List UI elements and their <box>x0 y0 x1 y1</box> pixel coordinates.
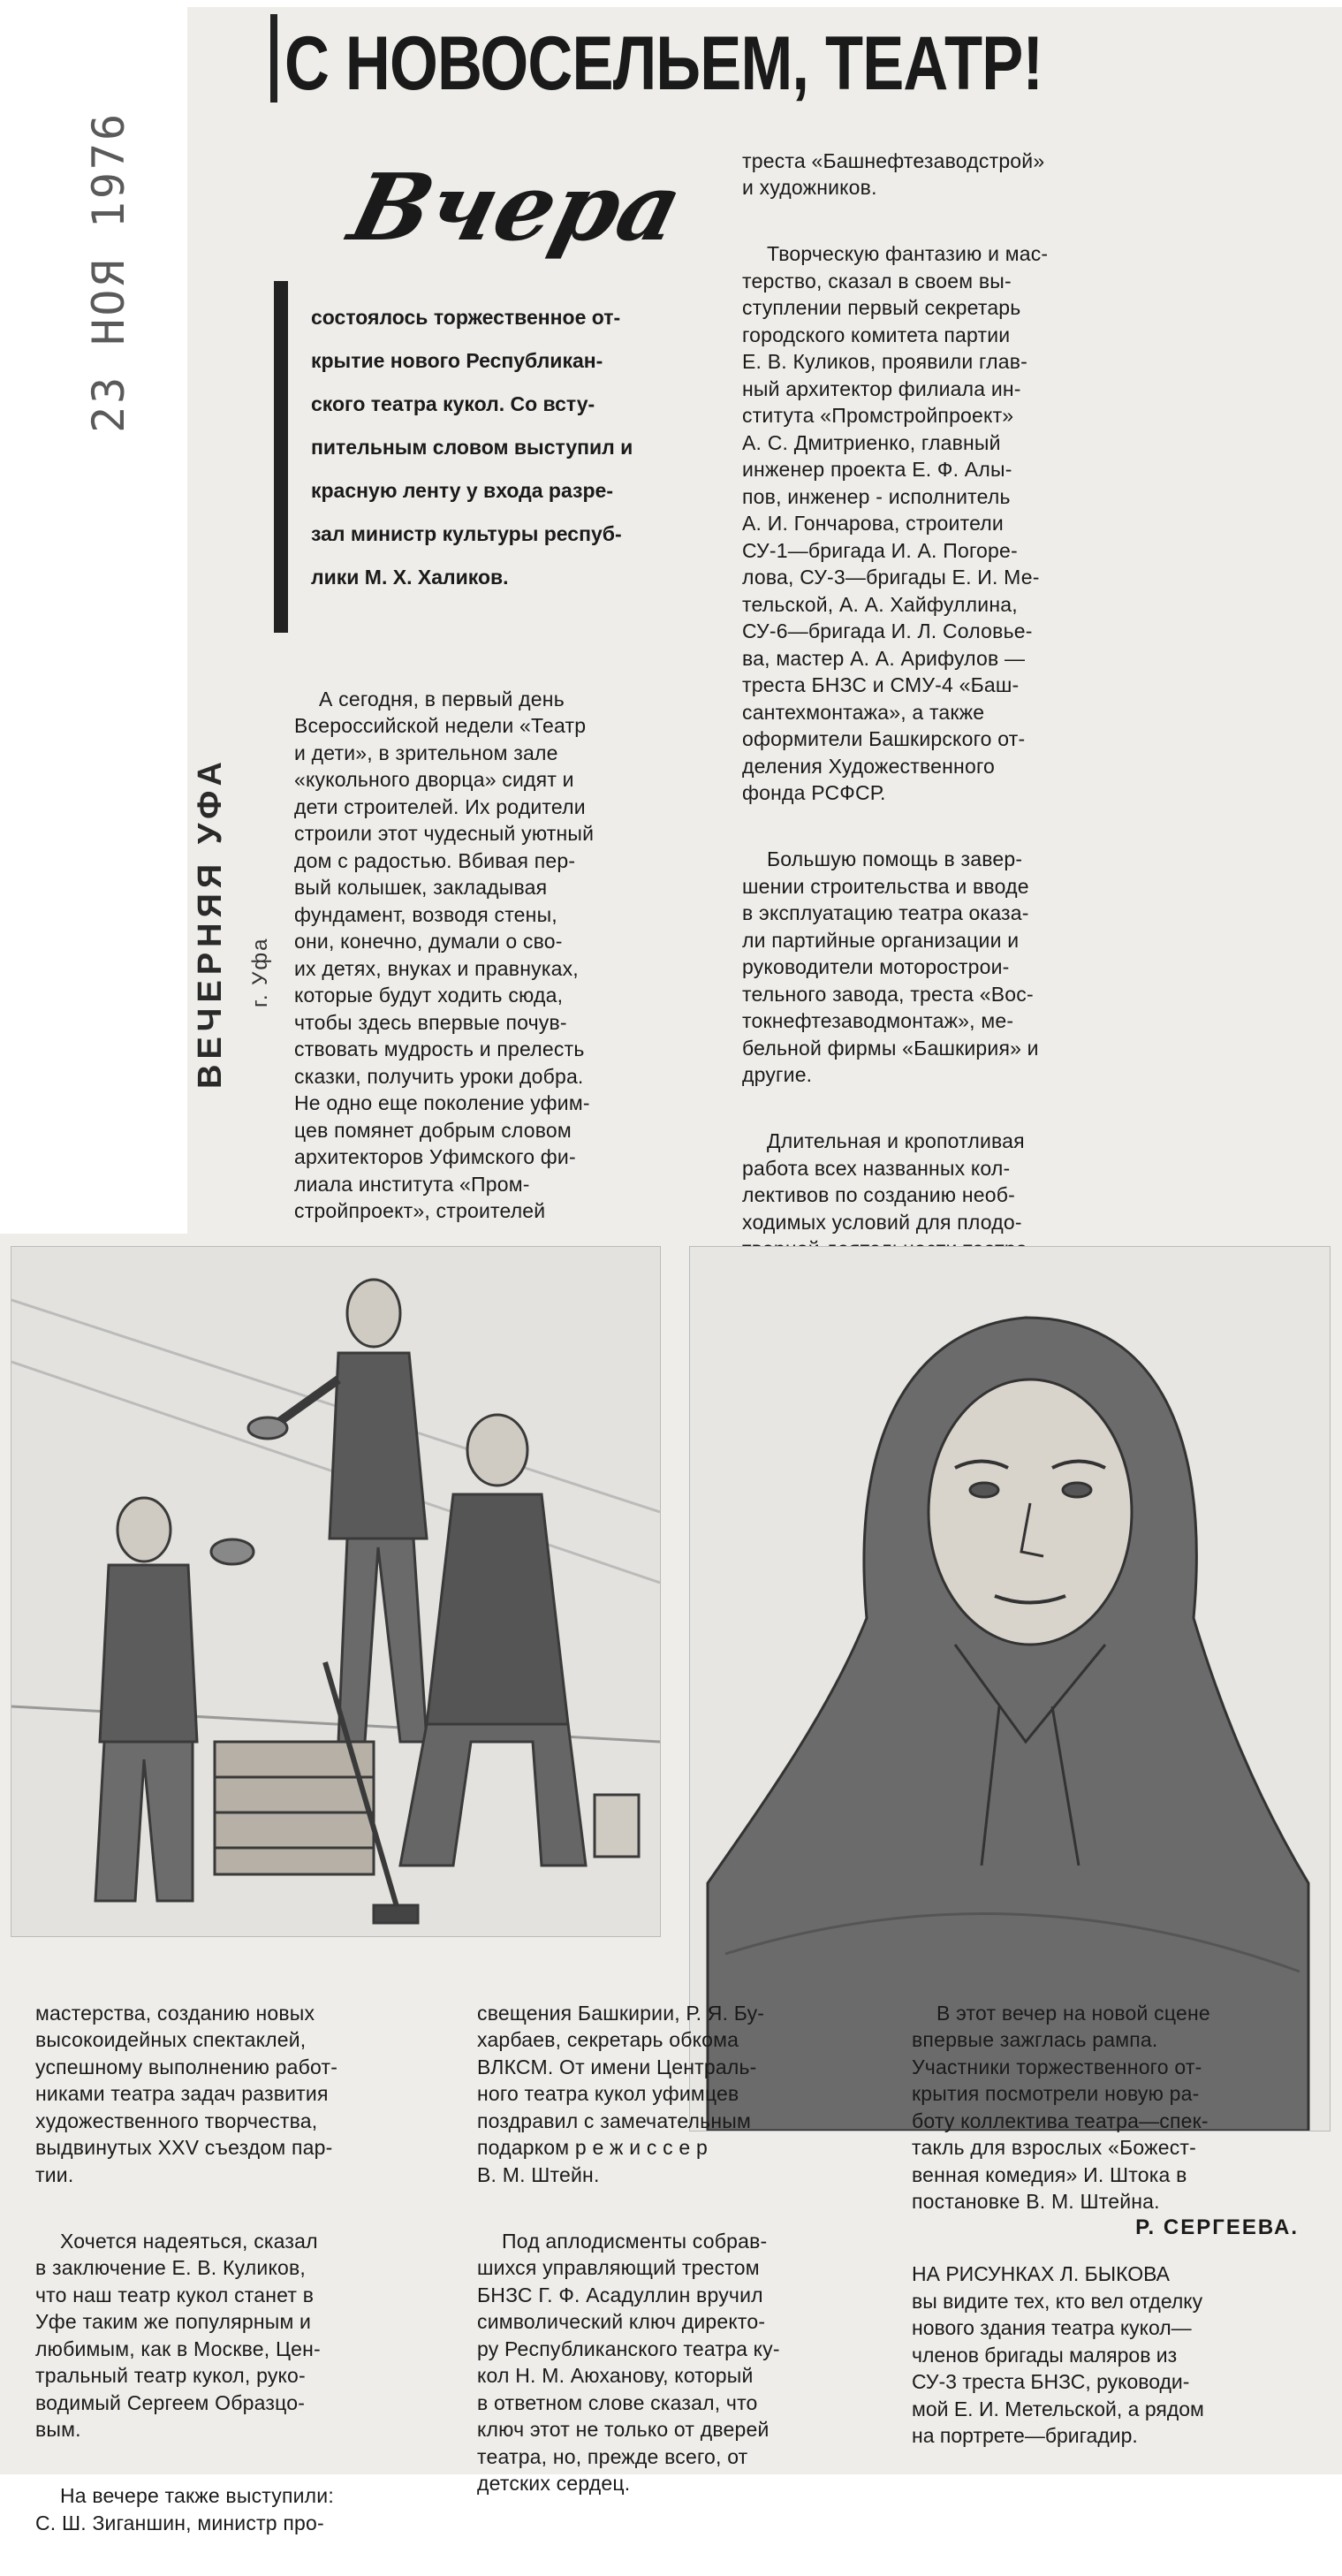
date-stamp: 23 НОЯ 1976 <box>83 110 134 433</box>
article-column-2 <box>742 120 1145 1356</box>
paragraph: треста «Башнефтезаводстрой» и художников. <box>742 148 1045 199</box>
article-column-3 <box>35 1972 442 2576</box>
lead-paragraph: состоялось торжественное от- крытие нового Республикан- ского театра кукол. Со всту- пительным словом выступил и красную ленту у входа разре- зал министр культуры респуб- лики М. Х. Халиков. <box>311 306 633 589</box>
lead-rule <box>274 281 288 633</box>
paragraph: Под аплодисменты собрав- шихся управляющий трестом БНЗС Г. Ф. Асадуллин вручил символический ключ директо- ру Республиканского театра ку- кол Н. М. Аюханову, который в ответном слове сказал, что ключ этот не только от дверей театра, но, прежде всего, от детских сердец. <box>477 2229 780 2495</box>
paragraph: А сегодня, в первый день Всероссийской недели «Театр и дети», в зрительном зале «кукольного дворца» сидят и дети строителей. Их родители строили этот чудесный уютный дом с радостью. Вбивая пер- вый колышек, закладывая фундамент, возводя стены, они, конечно, думали о сво- их детях, внуках и правнуках, которые будут ходить сюда, чтобы здесь впервые почув- ствовать мудрость и прелесть сказки, получить уроки добра. Не одно еще поколение уфим- цев помянет добрым словом архитекторов Уфимского фи- лиала института «Пром- стройпроект», строителей <box>294 687 595 1222</box>
newspaper-city: г. Уфа <box>248 937 272 1007</box>
article-column-1 <box>294 658 725 1264</box>
title-rule <box>270 14 277 103</box>
paragraph: На вечере также выступили: С. Ш. Зиганшин, министр про- <box>35 2484 334 2534</box>
paragraph: В этот вечер на новой сцене впервые зажглась рампа. Участники торжественного от- крытия посмотрели новую ра- боту коллектива театра—спек- такль для взрослых «Божест- венная комедия» И. Штока в постановке В. М. Штейна. <box>912 2001 1210 2213</box>
article-column-4 <box>477 1972 883 2536</box>
paragraph: свещения Башкирии, Р. Я. Бу- харбаев, секретарь обкома ВЛКСМ. От имени Централь- ного театра кукол уфимцев поздравил с замечательным подарком р е ж и с с е р В. М. Штейн. <box>477 2001 765 2186</box>
newspaper-name: ВЕЧЕРНЯЯ УФА <box>192 756 229 1089</box>
author-signature: Р. СЕРГЕЕВА. <box>1135 2215 1299 2239</box>
drawing-painters-brigade <box>11 1246 661 1937</box>
paragraph: Творческую фантазию и мас- терство, сказал в своем вы- ступлении первый секретарь городского комитета партии Е. В. Куликов, проявили глав- ный архитектор филиала ин- ститута «Промстройпроект» А. С. Дмитриенко, главный инженер проекта Е. Ф. Алы- пов, инженер - исполнитель А. И. Гончарова, строители СУ-1—бригада И. А. Погоре- лова, СУ-3—бригады Е. И. Ме- тельской, А. А. Хайфуллина, СУ-6—бригада И. Л. Соловье- ва, мастер А. А. Арифулов — треста БНЗС и СМУ-4 «Баш- сантехмонтажа», а также оформители Башкирского от- деления Художественного фонда РСФСР. <box>742 242 1049 804</box>
illustration-caption: НА РИСУНКАХ Л. БЫКОВА вы видите тех, кто вел отделку нового здания театра кукол— членов бригады маляров из СУ-3 треста БНЗС, руководи- мой Е. И. Метельской, а рядом на портрете—бригадир. <box>912 2262 1204 2447</box>
headline: С НОВОСЕЛЬЕМ, ТЕАТР! <box>284 21 1043 106</box>
paragraph: Большую помощь в завер- шении строительства и вводе в эксплуатацию театра оказа- ли партийные организации и руководители моторострои- тельного завода, треста «Вос- токнефтезаводмонтаж», ме- бельной фирмы «Башкирия» и другие. <box>742 847 1039 1086</box>
paragraph: Длительная и кропотливая работа всех названных кол- лективов по созданию необ- ходимых условий для плодо- <box>742 1129 1025 1234</box>
paragraph: мастерства, созданию новых высокоидейных спектаклей, успешному выполнению работ- никами театра задач развития художественного творчества, выдвинутых XXV съездом пар- тии. <box>35 2001 338 2186</box>
paragraph: Хочется надеяться, сказал в заключение Е. В. Куликов, что наш театр кукол станет в Уфе таким же популярным и любимым, как в Москве, Цен- тральный театр кукол, руко- водимый Сергеем Образцо- вым. <box>35 2229 321 2441</box>
kicker-word: Вчера <box>339 153 693 262</box>
